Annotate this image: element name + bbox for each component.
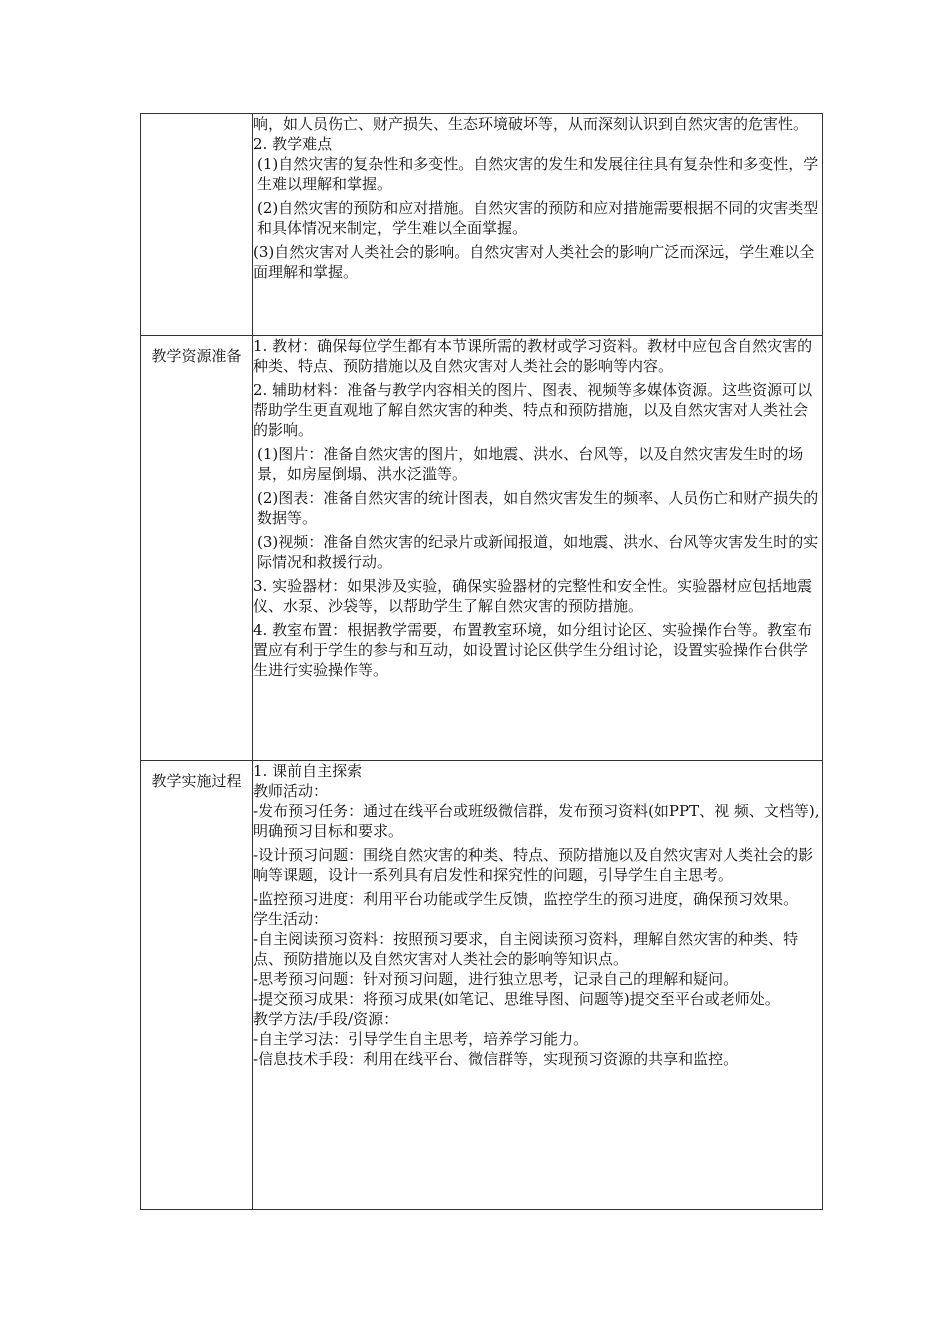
row-label-cell (141, 114, 253, 336)
paragraph: 3. 实验器材：如果涉及实验，确保实验器材的完整性和安全性。实验器材应包括地震仪、水泵、沙袋等，以帮助学生了解自然灾害的预防措施。 (253, 577, 813, 615)
paragraph: -发布预习任务：通过在线平台或班级微信群，发布预习资料(如PPT、视 频、文档等),明确预习目标和要求。 (253, 802, 820, 840)
paragraph: -思考预习问题：针对预习问题，进行独立思考，记录自己的理解和疑问。 (253, 970, 739, 988)
row-label: 教学资源准备 (151, 347, 242, 365)
table-row (141, 336, 823, 761)
lesson-plan-table (140, 113, 823, 1210)
paragraph: -自主阅读预习资料：按照预习要求，自主阅读预习资料，理解自然灾害的种类、特点、预防措施以及自然灾害对人类社会的影响等知识点。 (253, 930, 799, 968)
paragraph: (1)自然灾害的复杂性和多变性。自然灾害的发生和发展往往具有复杂性和多变性，学生难以理解和掌握。 (257, 155, 819, 193)
subheading: 教师活动： (253, 782, 329, 800)
paragraph: 2. 辅助材料：准备与教学内容相关的图片、图表、视频等多媒体资源。这些资源可以帮助学生更直观地了解自然灾害的种类、特点和预防措施，以及自然灾害对人类社会的影响。 (253, 381, 813, 439)
paragraph: -自主学习法：引导学生自主思考，培养学习能力。 (253, 1030, 589, 1048)
paragraph: (3)视频：准备自然灾害的纪录片或新闻报道，如地震、洪水、台风等灾害发生时的实际情况和救援行动。 (257, 533, 819, 571)
paragraph: (1)图片：准备自然灾害的图片，如地震、洪水、台风等，以及自然灾害发生时的场景，如房屋倒塌、洪水泛滥等。 (257, 445, 804, 483)
row-label-cell (141, 336, 253, 761)
paragraph: (2)自然灾害的预防和应对措施。自然灾害的预防和应对措施需要根据不同的灾害类型和具体情况来制定，学生难以全面掌握。 (257, 199, 819, 237)
paragraph: -提交预习成果：将预习成果(如笔记、思维导图、问题等)提交至平台或老师处。 (253, 990, 780, 1008)
table-row (141, 114, 823, 336)
paragraph: 4. 教室布置：根据教学需要，布置教室环境，如分组讨论区、实验操作台等。教室布置应有利于学生的参与和互动，如设置讨论区供学生分组讨论，设置实验操作台供学生进行实验操作等。 (253, 621, 813, 679)
paragraph: 响，如人员伤亡、财产损失、生态环境破坏等，从而深刻认识到自然灾害的危害性。 (253, 115, 809, 133)
paragraph: -信息技术手段：利用在线平台、微信群等，实现预习资源的共享和监控。 (253, 1050, 739, 1068)
subheading: 教学方法/手段/资源： (253, 1010, 399, 1028)
row-label-cell (141, 761, 253, 1210)
paragraph: -监控预习进度：利用平台功能或学生反馈，监控学生的预习进度，确保预习效果。 (253, 890, 799, 908)
paragraph: (2)图表：准备自然灾害的统计图表，如自然灾害发生的频率、人员伤亡和财产损失的数据等。 (257, 489, 819, 527)
process-content-cell (253, 761, 823, 1210)
paragraph: 1. 教材：确保每位学生都有本节课所需的教材或学习资料。教材中应包含自然灾害的种类、特点、预防措施以及自然灾害对人类社会的影响等内容。 (253, 337, 813, 375)
row-label: 教学实施过程 (151, 772, 242, 790)
difficulty-content-cell (253, 114, 823, 336)
paragraph: (3)自然灾害对人类社会的影响。自然灾害对人类社会的影响广泛而深远，学生难以全面理解和掌握。 (253, 243, 815, 281)
section-heading: 2. 教学难点 (253, 135, 333, 153)
section-heading: 1. 课前自主探索 (253, 762, 363, 780)
resources-content-cell (253, 336, 823, 761)
subheading: 学生活动： (253, 910, 329, 928)
table-row (141, 761, 823, 1210)
paragraph: -设计预习问题：围绕自然灾害的种类、特点、预防措施以及自然灾害对人类社会的影响等课题，设计一系列具有启发性和探究性的问题，引导学生自主思考。 (253, 846, 814, 884)
